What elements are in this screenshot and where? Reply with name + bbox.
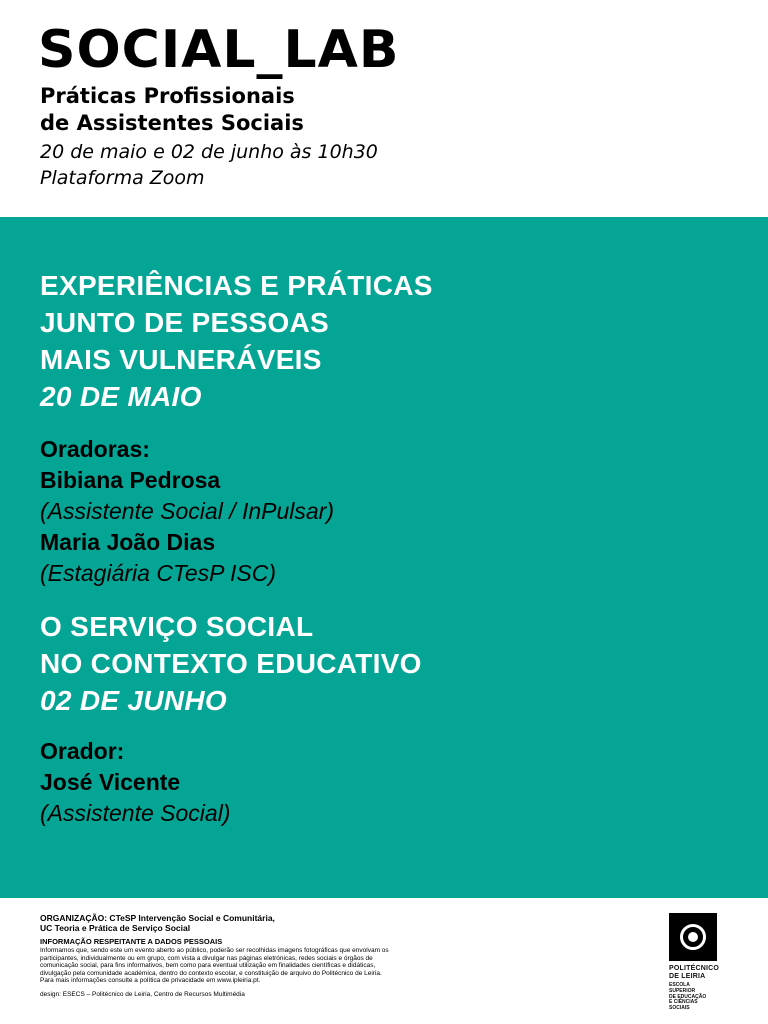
session-1-title-line-1: EXPERIÊNCIAS E PRÁTICAS — [40, 270, 433, 301]
session-1-speakers — [40, 434, 334, 589]
subtitle-line-2: de Assistentes Sociais — [40, 111, 304, 135]
event-subtitle — [40, 83, 304, 137]
logo-name-line-1: POLITÉCNICO — [669, 965, 720, 972]
event-schedule — [40, 139, 378, 191]
logo-school — [669, 983, 717, 1012]
logo-school-line-1: ESCOLA SUPERIOR — [669, 982, 696, 994]
session-2-speaker-1-role: (Assistente Social) — [40, 800, 231, 826]
organization-line-1: CTeSP Intervenção Social e Comunitária, — [107, 913, 275, 923]
event-platform: Plataforma Zoom — [40, 167, 205, 189]
session-1-title-line-2: JUNTO DE PESSOAS — [40, 307, 330, 338]
session-1-speakers-label: Oradoras: — [40, 436, 150, 462]
session-1-speaker-2-name: Maria João Dias — [40, 529, 216, 555]
session-1-title-line-3: MAIS VULNERÁVEIS — [40, 344, 322, 375]
session-2-date: 02 DE JUNHO — [40, 685, 227, 716]
session-2-title-line-1: O SERVIÇO SOCIAL — [40, 611, 314, 642]
logo-name — [669, 965, 720, 981]
session-2-speakers — [40, 736, 230, 829]
logo-name-line-2: DE LEIRIA — [669, 973, 706, 980]
session-1-speaker-1-role: (Assistente Social / InPulsar) — [40, 498, 335, 524]
logo-school-line-2: DE EDUCAÇÃO — [669, 993, 707, 1000]
organization-label: ORGANIZAÇÃO: — [40, 913, 108, 923]
event-dates: 20 de maio e 02 de junho às 10h30 — [40, 141, 378, 163]
footer-info — [40, 913, 440, 1000]
session-1-speaker-1-name: Bibiana Pedrosa — [40, 467, 221, 493]
organization — [40, 913, 440, 923]
program-band — [0, 217, 768, 898]
session-2-speakers-label: Orador: — [40, 738, 125, 764]
session-2-title — [40, 608, 422, 719]
session-1-speaker-2-role: (Estagiária CTesP ISC) — [40, 560, 277, 586]
session-2-title-line-2: NO CONTEXTO EDUCATIVO — [40, 648, 422, 679]
brand-title: SOCIAL_LAB — [38, 20, 400, 80]
logo-dot — [688, 932, 698, 942]
subtitle-line-1: Práticas Profissionais — [40, 84, 295, 108]
session-2-speaker-1-name: José Vicente — [40, 769, 181, 795]
logo-mark-icon — [669, 913, 717, 961]
design-credit: design: ESECS – Politécnico de Leiria, Centro de Recursos Multimédia — [40, 990, 245, 998]
logo-school-line-3: E CIÊNCIAS SOCIAIS — [669, 999, 698, 1012]
personal-data-heading: INFORMAÇÃO RESPEITANTE A DADOS PESSOAIS — [40, 937, 223, 946]
poster-header — [0, 0, 768, 217]
politecnico-leiria-logo — [669, 913, 720, 1012]
session-1-date: 20 DE MAIO — [40, 381, 202, 412]
organization-line-2: UC Teoria e Prática de Serviço Social — [40, 923, 191, 933]
session-1-title — [40, 267, 433, 415]
personal-data-notice: Informamos que, sendo este um evento aberto ao público, poderão ser recolhidas imagens fotográficas que envolvam os participantes, individualmente ou em grupo, com vista a divulgar nas páginas eletrónicas, redes sociais e órgãos de comunicação social, para fins informativos, bem como para eventual utilização em finalidades científicas e didáticas, divulgação pela comunidade académica, dentro do contexto escolar, e constituição de arquivo do Politécnico de Leiria. Para mais informações consulte a política de privacidade em www.ipleiria.pt. — [40, 947, 389, 985]
